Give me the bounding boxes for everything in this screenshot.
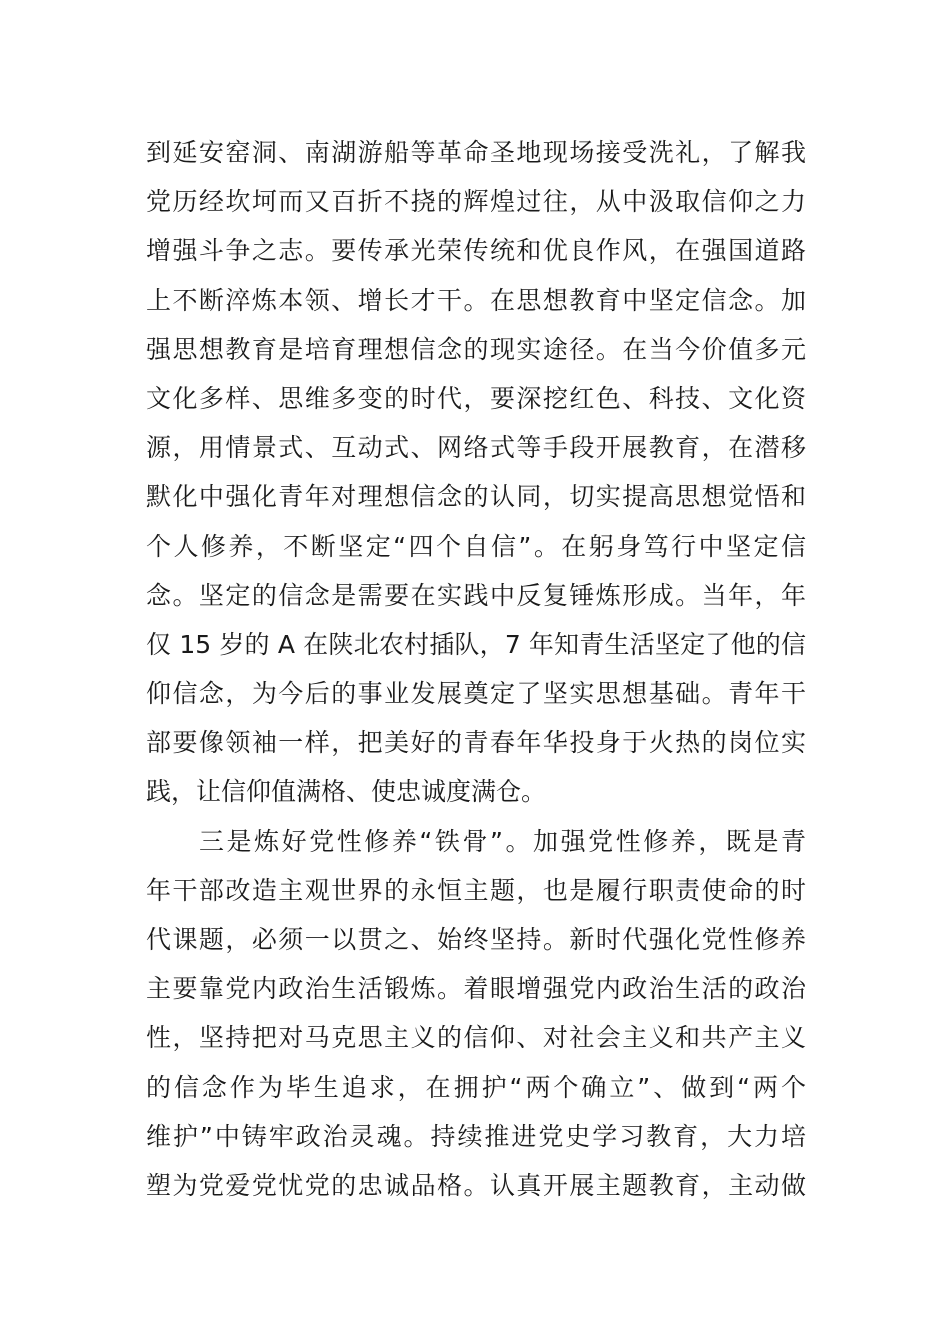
text-line: 到延安窑洞、南湖游船等革命圣地现场接受洗礼，了解我 [146,138,806,167]
text-line: 性，坚持把对马克思主义的信仰、对社会主义和共产主义 [146,1023,806,1053]
text-line: 部要像领袖一样，把美好的青春年华投身于火热的岗位实 [146,728,806,758]
text-line: 仅 15 岁的 A 在陕北农村插队，7 年知青生活坚定了他的信 [146,629,806,659]
text-line: 强思想教育是培育理想信念的现实途径。在当今价值多元 [146,334,806,364]
text-line: 仰信念，为今后的事业发展奠定了坚实思想基础。青年干 [146,679,806,709]
text-line: 个人修养，不断坚定“四个自信”。在躬身笃行中坚定信 [146,531,806,561]
text-line: 增强斗争之志。要传承光荣传统和优良作风，在强国道路 [146,236,806,266]
paragraph-end-line: 践，让信仰值满格、使忠诚度满仓。 [146,777,547,807]
text-line: 党历经坎坷而又百折不挠的辉煌过往，从中汲取信仰之力 [146,187,806,217]
text-line: 代课题，必须一以贯之、始终坚持。新时代强化党性修养 [146,925,806,954]
text-line: 默化中强化青年对理想信念的认同，切实提高思想觉悟和 [146,482,806,512]
text-line: 的信念作为毕生追求，在拥护“两个确立”、做到“两个 [146,1072,806,1102]
text-line: 维护”中铸牢政治灵魂。持续推进党史学习教育，大力培 [146,1121,806,1151]
text-line: 念。坚定的信念是需要在实践中反复锤炼形成。当年，年 [146,580,806,610]
text-line: 文化多样、思维多变的时代，要深挖红色、科技、文化资 [146,383,806,413]
text-line: 源，用情景式、互动式、网络式等手段开展教育，在潜移 [146,433,806,463]
text-line: 上不断淬炼本领、增长才干。在思想教育中坚定信念。加 [146,285,806,315]
body-text [146,128,806,1210]
text-line: 年干部改造主观世界的永恒主题，也是履行职责使命的时 [146,875,806,905]
text-line: 塑为党爱党忧党的忠诚品格。认真开展主题教育，主动做 [146,1170,806,1200]
text-line: 主要靠党内政治生活锻炼。着眼增强党内政治生活的政治 [146,974,806,1004]
paragraph-start-line: 三是炼好党性修养“铁骨”。加强党性修养，既是青 [199,826,806,856]
